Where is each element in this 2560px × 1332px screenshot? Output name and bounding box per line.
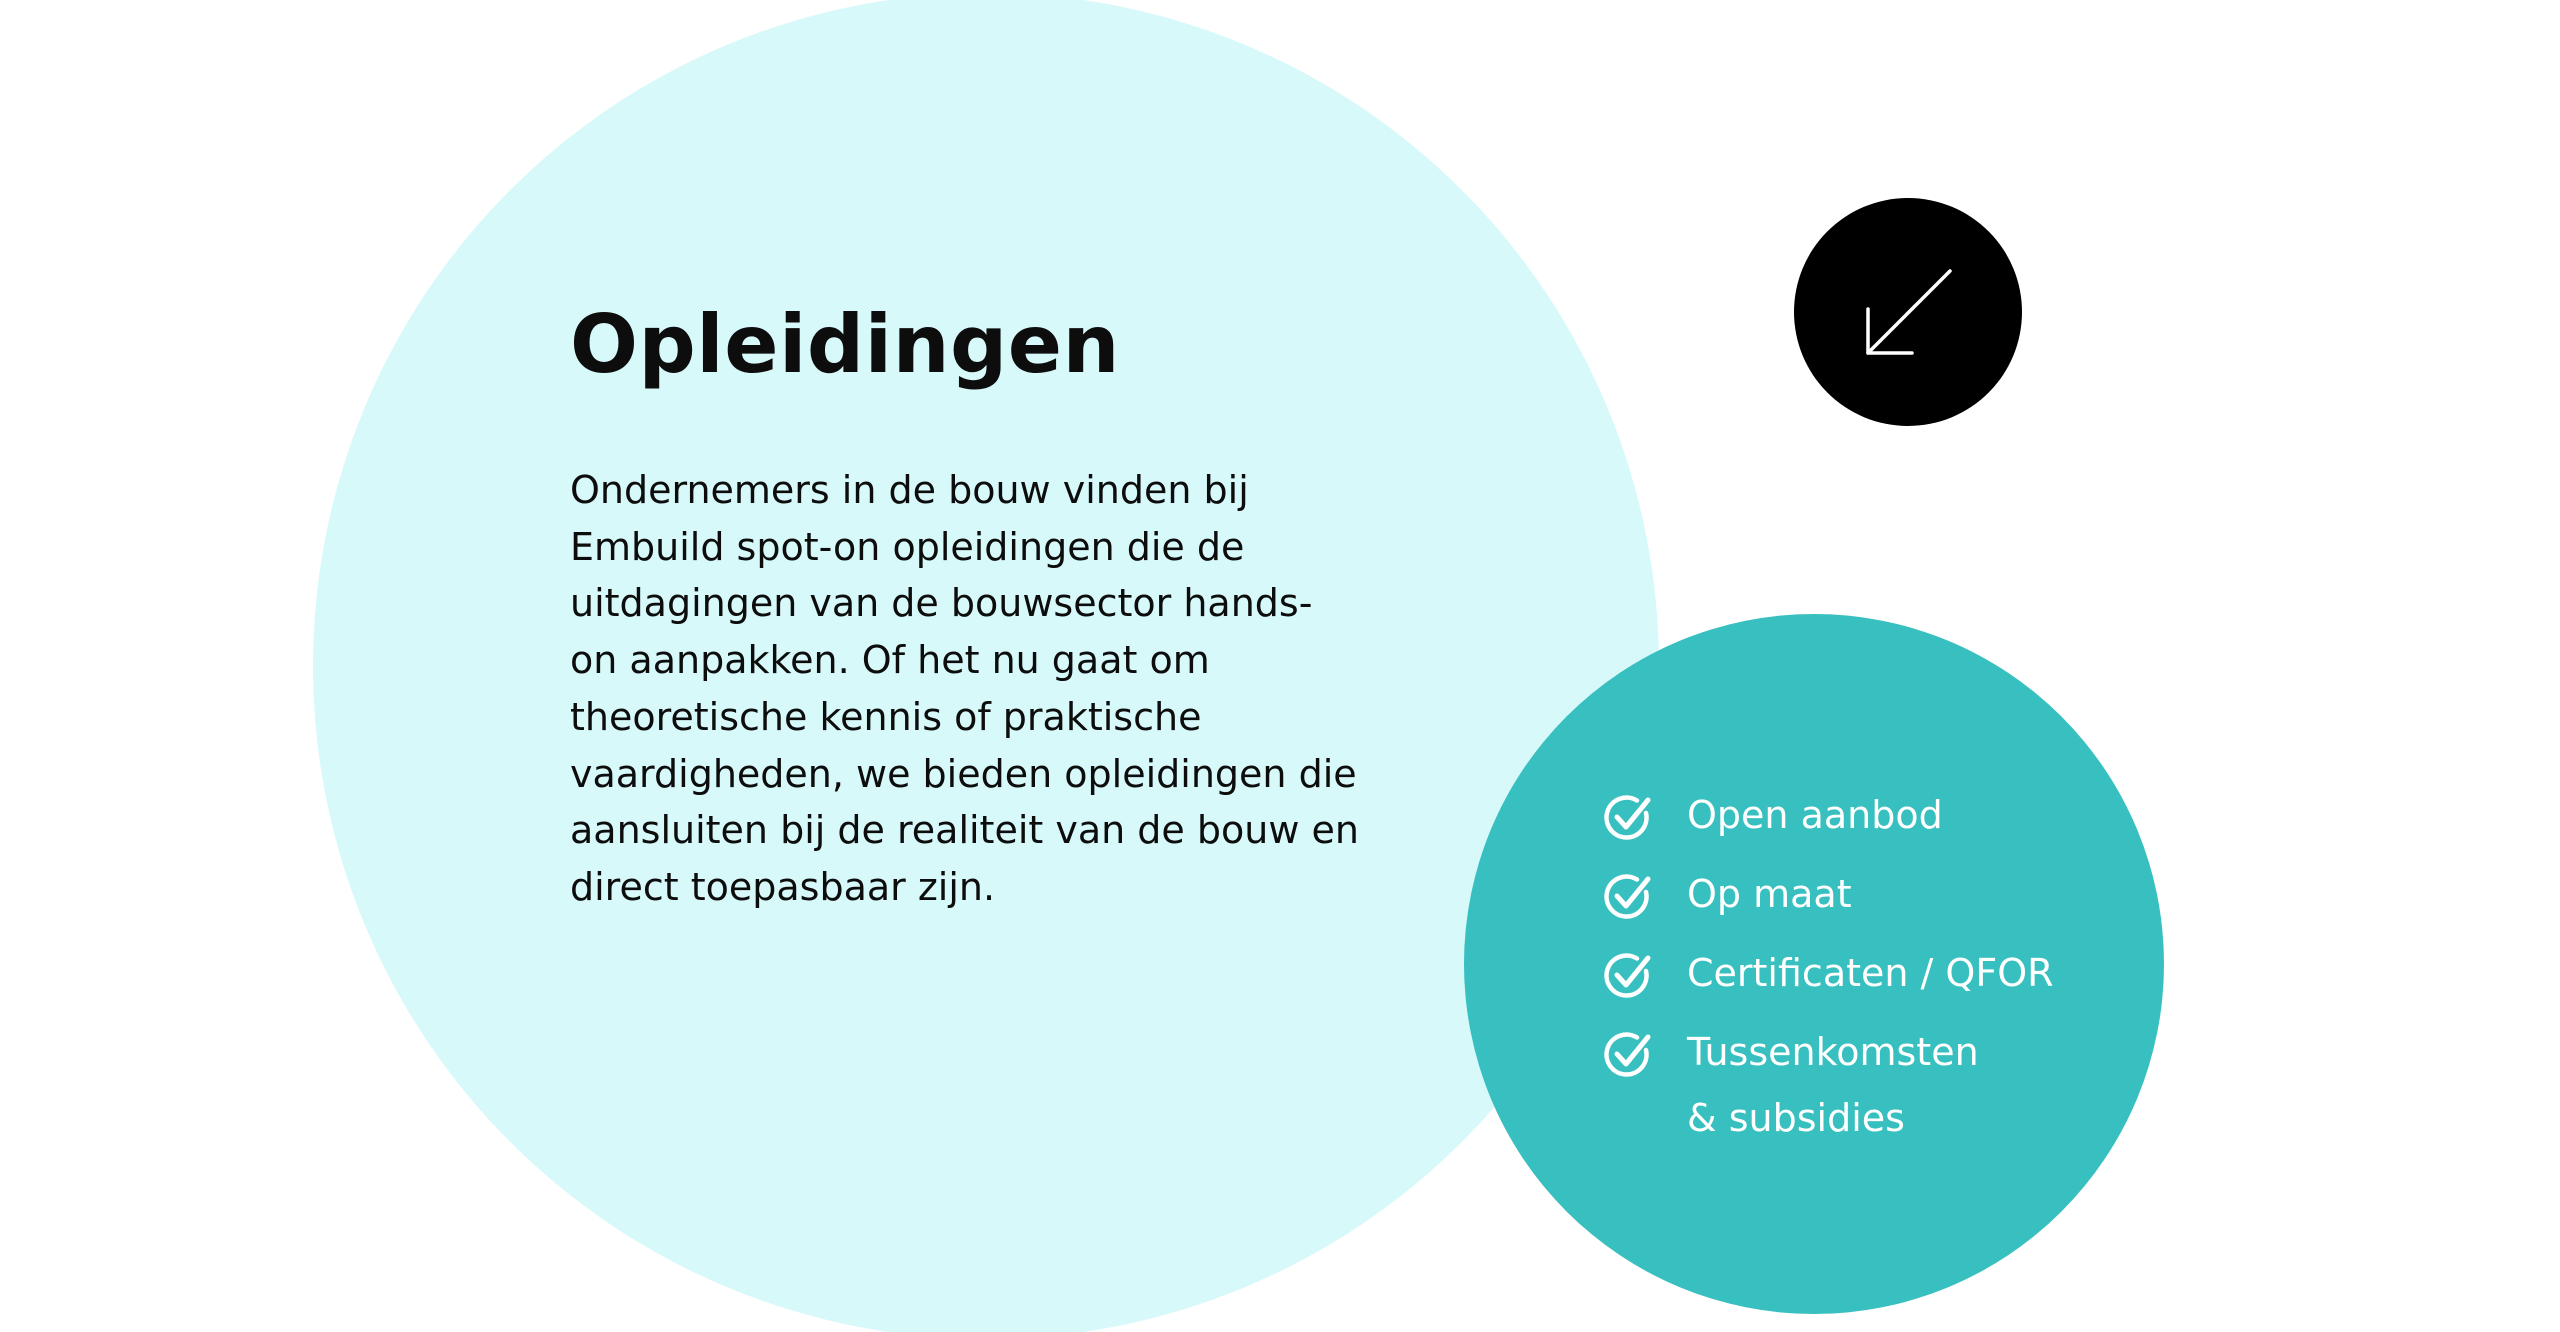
- checklist-item-tussenkomsten: [1602, 1019, 2054, 1151]
- checklist-item-certificaten: [1602, 940, 2054, 1006]
- checklist-item-open-aanbod: [1602, 782, 2054, 848]
- check-circle-icon: [1602, 792, 1654, 844]
- description-line: uitdagingen van de bouwsector hands-: [570, 581, 1313, 626]
- check-circle-icon: [1602, 871, 1654, 923]
- checklist-item-label: Certificaten / QFOR: [1687, 951, 2054, 995]
- checklist-item-label: Op maat: [1687, 872, 1852, 916]
- checklist-item-label: Tussenkomsten: [1687, 1030, 1979, 1074]
- description-line: on aanpakken. Of het nu gaat om: [570, 638, 1210, 683]
- description-line: aansluiten bij de realiteit van de bouw en: [570, 808, 1359, 853]
- description: [570, 462, 1359, 916]
- description-line: Embuild spot-on opleidingen die de: [570, 524, 1245, 569]
- arrow-button[interactable]: [1794, 198, 2022, 426]
- check-circle-icon: [1602, 950, 1654, 1002]
- page-title: Opleidingen: [570, 298, 1120, 391]
- checklist-item-label: Open aanbod: [1687, 793, 1943, 837]
- arrow-down-left-icon: [1794, 198, 2022, 426]
- features-checklist: [1602, 782, 2054, 1164]
- description-line: Ondernemers in de bouw vinden bij: [570, 468, 1249, 512]
- description-line: vaardigheden, we bieden opleidingen die: [570, 751, 1357, 796]
- checklist-item-label: & subsidies: [1687, 1096, 1905, 1140]
- description-line: theoretische kennis of praktische: [570, 694, 1202, 739]
- description-line: direct toepasbaar zijn.: [570, 864, 996, 909]
- checklist-item-op-maat: [1602, 861, 2054, 927]
- check-circle-icon: [1602, 1029, 1654, 1081]
